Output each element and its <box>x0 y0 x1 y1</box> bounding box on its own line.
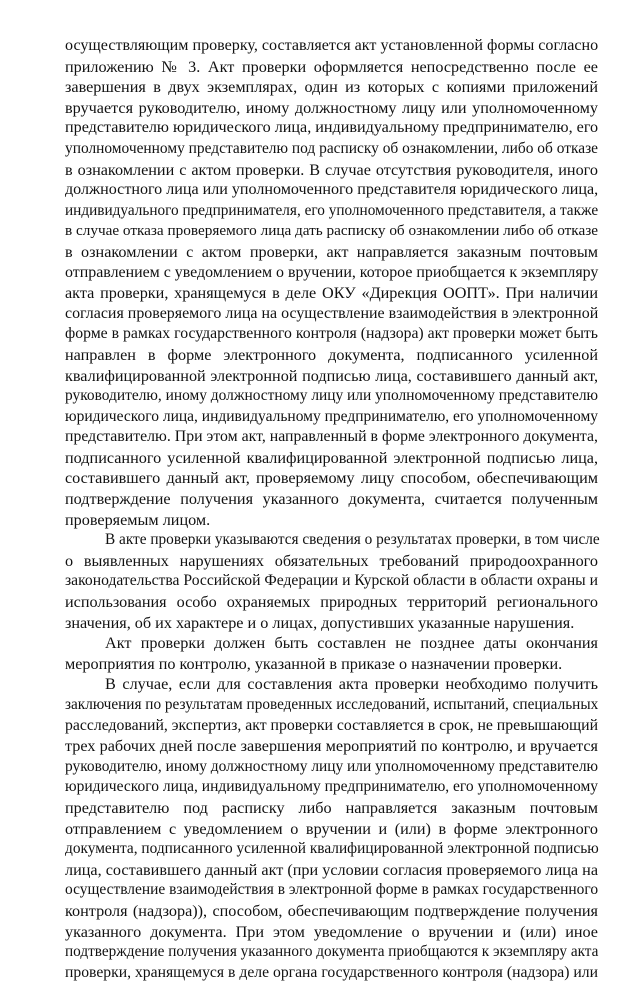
document-text-line: представителю под расписку либо направляется заказным почтовым <box>65 798 598 817</box>
document-text-line: заключения по результатам проведенных исследований, испытаний, специальных <box>65 696 599 713</box>
document-text-line: юридического лица, индивидуальному предпринимателю, его уполномоченному <box>65 778 599 796</box>
document-text-line: контроля (надзора)), способом, обеспечивающим подтверждение получения <box>65 901 598 920</box>
document-text-line: подтверждение получения указанного документа, считается полученным <box>65 490 598 509</box>
document-text-line: лица, составившего данный акт (при условии согласия проверяемого лица на <box>65 860 598 879</box>
document-text-line: вручается руководителю, иному должностному лицу или уполномоченному <box>65 98 598 117</box>
document-text-line: осуществляющим проверку, составляется акт установленной формы согласно <box>65 37 599 54</box>
document-text-line: уполномоченному представителю под расписку об ознакомлении, либо об отказе <box>65 139 598 157</box>
document-text-line: о выявленных нарушениях обязательных требований природоохранного <box>65 551 598 570</box>
document-text-line: руководителю, иному должностному лицу или уполномоченному представителю <box>65 757 599 775</box>
document-text-line: руководителю, иному должностному лицу или уполномоченному представителю <box>65 387 599 405</box>
document-text-line: приложению № 3. Акт проверки оформляется непосредственно после ее <box>65 57 598 76</box>
document-text-line: использования особо охраняемых природных территорий регионального <box>65 593 598 612</box>
document-text-line: расследований, экспертиз, акт проверки составляется в срок, не превышающий <box>65 716 598 734</box>
document-text-line: акта проверки, хранящемуся в деле ОКУ «Дирекция ООПТ». При наличии <box>65 284 598 303</box>
document-text-line: осуществление взаимодействия в электронной форме в рамках государственного <box>65 881 599 899</box>
document-text-line: значения, об их характере и о лицах, допустивших указанные нарушения. <box>65 613 575 632</box>
document-text-line: подтверждение получения указанного документа приобщаются к экземпляру акта <box>65 943 599 961</box>
document-text-line: подписанного усиленной квалифицированной электронной подписью лица, <box>65 448 598 467</box>
document-text-line: представителю. При этом акт, направленный в форме электронного документа, <box>65 428 598 446</box>
document-text-line: должностного лица или уполномоченного представителя юридического лица, <box>65 181 599 199</box>
document-body <box>65 36 598 983</box>
document-text-line: трех рабочих дней после завершения мероприятий по контролю, и вручается <box>65 737 598 756</box>
document-text-line: отправлением с уведомлением о вручении, которое приобщается к экземпляру <box>65 263 599 281</box>
document-text-line: законодательства Российской Федерации и Курской области в области охраны и <box>65 572 598 590</box>
document-text-line: мероприятия по контролю, указанной в приказе о назначении проверки. <box>65 654 563 673</box>
document-text-line: проверки, хранящемуся в деле органа государственного контроля (надзора) или <box>65 963 598 981</box>
document-text-line: квалифицированной электронной подписью лица, составившего данный акт, <box>65 366 598 385</box>
document-text-line: отправлением с уведомлением о вручении и (или) в форме электронного <box>65 819 598 838</box>
document-text-line: представителю юридического лица, индивидуальному предпринимателю, его <box>65 119 599 137</box>
document-text-line: согласия проверяемого лица на осуществление взаимодействия в электронной <box>65 304 599 322</box>
document-text-line: В акте проверки указываются сведения о результатах проверки, в том числе <box>105 531 600 549</box>
document-text-line: В случае, если для составления акта проверки необходимо получить <box>105 675 598 694</box>
document-text-line: завершения в двух экземплярах, один из которых с копиями приложений <box>65 78 598 97</box>
document-text-line: в ознакомлении с актом проверки. В случае отсутствия руководителя, иного <box>65 160 598 179</box>
document-text-line: направлен в форме электронного документа, подписанного усиленной <box>65 345 598 364</box>
document-text-line: в ознакомлении с актом проверки, акт направляется заказным почтовым <box>65 242 598 261</box>
document-text-line: Акт проверки должен быть составлен не позднее даты окончания <box>105 634 598 653</box>
document-text-line: проверяемым лицом. <box>65 510 211 529</box>
document-text-line: составившего данный акт, проверяемому лицу способом, обеспечивающим <box>65 469 598 488</box>
document-text-line: в случае отказа проверяемого лица дать расписку об ознакомлении либо об отказе <box>65 222 598 240</box>
document-text-line: форме в рамках государственного контроля (надзора) акт проверки может быть <box>65 325 598 343</box>
document-text-line: указанного документа. При этом уведомление о вручении и (или) иное <box>65 922 598 941</box>
document-text-line: юридического лица, индивидуальному предпринимателю, его уполномоченному <box>65 407 599 425</box>
document-text-line: индивидуального предпринимателя, его уполномоченного представителя, а также <box>65 201 599 219</box>
document-text-line: документа, подписанного усиленной квалифицированной электронной подписью <box>65 840 599 858</box>
